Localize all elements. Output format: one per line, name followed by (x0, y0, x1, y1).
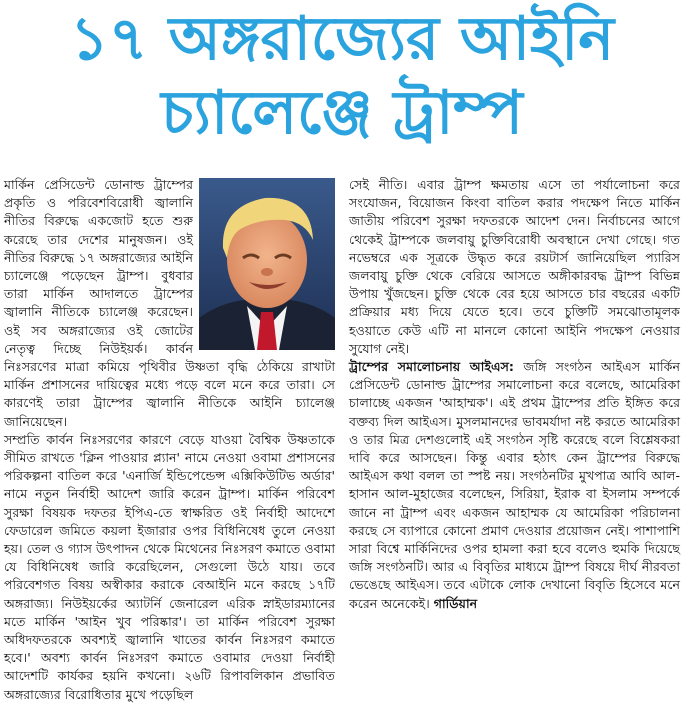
article-column-right (349, 176, 680, 624)
article-paragraph-4 (349, 358, 680, 613)
article-paragraph-4-text: জঙ্গি সংগঠন আইএস মার্কিন প্রেসিডেন্ট ডোনাল্ড ট্রাম্পের সমালোচনা করে বলেছে, আমেরিকা চালাচ্ছে একজন 'আহাম্মক'। এই প্রথম ট্রাম্পের প্রতি ইঙ্গিত করে বক্তব্য দিল আইএস। মুসলমানদের ভাবমর্যাদা নষ্ট করতে আমেরিকা ও তার মিত্র দেশগুলোই এই সংগঠন সৃষ্টি করেছে বলে বিশ্লেষকরা দাবি করে আসছেন। কিন্তু এবার হঠাৎ কেন ট্রাম্পের বিরুদ্ধে আইএস কথা বলল তা স্পষ্ট নয়। সংগঠনটির মুখপাত্র আবি আল-হাসান আল-মুহাজের বলেছেন, সিরিয়া, ইরাক বা ইসলাম সম্পর্কে জানে না ট্রাম্প এবং একজন আহাম্মক যে আমেরিকা পরিচালনা করছে সে ব্যাপারে কোনো প্রমাণ দেওয়ার প্রয়োজন নেই। পাশাপাশি সারা বিশ্বে মার্কিনিদের ওপর হামলা করা হবে বলেও হুমকি দিয়েছে জঙ্গি সংগঠনটি। আর এ বিবৃতির মাধ্যমে ট্রাম্প বিষয়ে দীর্ঘ নীরবতা ভেঙেছে আইএস। তবে এটাকে লোক দেখানো বিবৃতি হিসেবে মনে করেন অনেকেই। (349, 359, 680, 611)
trump-portrait-photo (199, 178, 335, 350)
source-signoff: গার্ডিয়ান (433, 595, 478, 611)
subheading-is-criticism: ট্রাম্পের সমালোচনায় আইএস: (349, 359, 514, 375)
headline-line-2: চ্যালেঞ্জে ট্রাম্প (161, 78, 523, 148)
headline (0, 4, 684, 148)
article-column-left (4, 176, 335, 702)
headline-line-1: ১৭ অঙ্গরাজ্যের আইনি (69, 4, 615, 74)
article-paragraph-2: সম্প্রতি কার্বন নিঃসরণের কারণে বেড়ে যাওয়া বৈশ্বিক উষ্ণতাকে সীমিত রাখতে 'ক্লিন পাওয়ার প্ল্যান' নামে নেওয়া ওবামা প্রশাসনের পরিকল্পনা বাতিল করে 'এনার্জি ইন্ডিপেন্ডেন্স এক্সিকিউটিভ অর্ডার' নামে নতুন নির্বাহী আদেশ জারি করেন ট্রাম্প। মার্কিন পরিবেশ সুরক্ষা বিষয়ক দফতর ইপিএ-তে স্বাক্ষরিত ওই নির্বাহী আদেশে ফেডারেল জমিতে কয়লা ইজারার ওপর বিধিনিষেধ তুলে নেওয়া হয়। তেল ও গ্যাস উৎপাদন থেকে মিথেনের নিঃসরণ কমাতে ওবামা যে বিধিনিষেধ জারি করেছিলেন, সেগুলো উঠে যায়। তবে পরিবেশগত বিষয় অস্বীকার করাকে বেআইনি মনে করছে ১৭টি অঙ্গরাজ্য। নিউইয়র্কের অ্যাটর্নি জেনারেল এরিক স্নাইডারম্যানের মতে মার্কিন 'আইন খুব পরিষ্কার'। তা মার্কিন পরিবেশ সুরক্ষা অধিদফতরকে অবশ্যই জ্বালানি খাতের কার্বন নিঃসরণ কমাতে হবে।' অবশ্য কার্বন নিঃসরণ কমাতে ওবামার দেওয়া নির্বাহী আদেশটি কার্যকর হয়নি কখনো। ২৬টি রিপাবলিকান প্রভাবিত অঙ্গরাজ্যের বিরোধিতার মুখে পড়েছিল (4, 431, 335, 702)
article-paragraph-3: সেই নীতি। এবার ট্রাম্প ক্ষমতায় এসে তা পর্যালোচনা করে সংযোজন, বিয়োজন কিংবা বাতিল করার পদক্ষেপ নিতে মার্কিন জাতীয় পরিবেশ সুরক্ষা দফতরকে আদেশ দেন। নির্বাচনের আগে থেকেই ট্রাম্পকে জলবায়ু চুক্তিবিরোধী অবস্থানে দেখা গেছে। গত নভেম্বরে এক সূত্রকে উদ্ধৃত করে রয়টার্স জানিয়েছিল প্যারিস জলবায়ু চুক্তি থেকে বেরিয়ে আসতে অঙ্গীকারবদ্ধ ট্রাম্প বিভিন্ন উপায় খুঁজছেন। চুক্তি থেকে বের হয়ে আসতে চার বছরের একটি প্রক্রিয়ার মধ্য দিয়ে যেতে হবে। তবে চুক্তিটি সমঝোতামূলক হওয়াতে কেউ এটি না মানলে কোনো আইনি পদক্ষেপ নেওয়ার সুযোগ নেই। (349, 177, 680, 356)
article-paragraph-1: মার্কিন প্রেসিডেন্ট ডোনাল্ড ট্রাম্পের প্রকৃতি ও পরিবেশবিরোধী জ্বালানি নীতির বিরুদ্ধে একজোট হতে শুরু করেছে তার দেশের মানুষজন। ওই নীতির বিরুদ্ধে ১৭ অঙ্গরাজ্যের আইনি চ্যালেঞ্জে পড়েছেন ট্রাম্প। বুধবার তারা মার্কিন আদালতে ট্রাম্পের জ্বালানি নীতিকে চ্যালেঞ্জ করেছেন। ওই সব অঙ্গরাজ্যের ওই জোটের নেতৃত্ব দিচ্ছে নিউইয়র্ক। কার্বন নিঃসরণের মাত্রা কমিয়ে পৃথিবীর উষ্ণতা বৃদ্ধি ঠেকিয়ে রাখাটা মার্কিন প্রশাসনের দায়িত্বের মধ্যে পড়ে বলে মনে করে তারা। সে কারণেই তারা ট্রাম্পের জ্বালানি নীতিকে আইনি চ্যালেঞ্জ জানিয়েছেন। (4, 177, 335, 429)
